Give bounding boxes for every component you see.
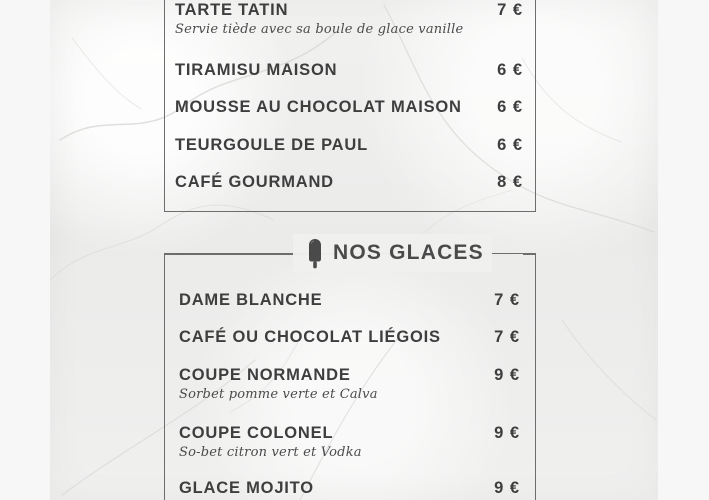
item-name: TARTE TATIN	[175, 1, 289, 19]
menu-item	[175, 136, 523, 155]
section-title-line-right	[523, 254, 536, 255]
item-price: 6 €	[497, 136, 523, 154]
menu-item	[179, 291, 520, 310]
item-name: CAFÉ OU CHOCOLAT LIÉGOIS	[179, 328, 441, 346]
item-name: COUPE NORMANDE	[179, 366, 351, 384]
item-name: COUPE COLONEL	[179, 424, 334, 442]
menu-item	[179, 328, 520, 347]
section-title-line-left	[164, 254, 302, 255]
item-name: CAFÉ GOURMAND	[175, 173, 334, 191]
item-description: Servie tiède avec sa boule de glace vanille	[175, 22, 464, 37]
item-price: 9 €	[494, 366, 520, 384]
glaces-title	[293, 234, 492, 272]
item-price: 7 €	[494, 328, 520, 346]
menu-item	[179, 479, 520, 498]
menu-item	[179, 424, 520, 460]
menu-page	[50, 0, 658, 500]
item-description: So-bet citron vert et Vodka	[179, 445, 362, 460]
item-price: 6 €	[497, 98, 523, 116]
section-title: NOS GLACES	[333, 241, 484, 264]
item-price: 6 €	[497, 61, 523, 79]
item-price: 9 €	[494, 479, 520, 497]
menu-item	[179, 366, 520, 402]
item-description: Sorbet pomme verte et Calva	[179, 387, 378, 402]
desserts-section	[164, 0, 536, 212]
item-price: 8 €	[497, 173, 523, 191]
menu-item	[175, 1, 523, 37]
menu-item	[175, 98, 523, 117]
glaces-section	[164, 253, 536, 500]
item-price: 7 €	[497, 1, 523, 19]
menu-item	[175, 61, 523, 80]
menu-item	[175, 173, 523, 192]
item-name: MOUSSE AU CHOCOLAT MAISON	[175, 98, 462, 116]
item-price: 7 €	[494, 291, 520, 309]
item-name: DAME BLANCHE	[179, 291, 323, 309]
item-name: TIRAMISU MAISON	[175, 61, 338, 79]
ice-pop-icon	[305, 238, 325, 269]
item-price: 9 €	[494, 424, 520, 442]
item-name: TEURGOULE DE PAUL	[175, 136, 368, 154]
item-name: GLACE MOJITO	[179, 479, 314, 497]
